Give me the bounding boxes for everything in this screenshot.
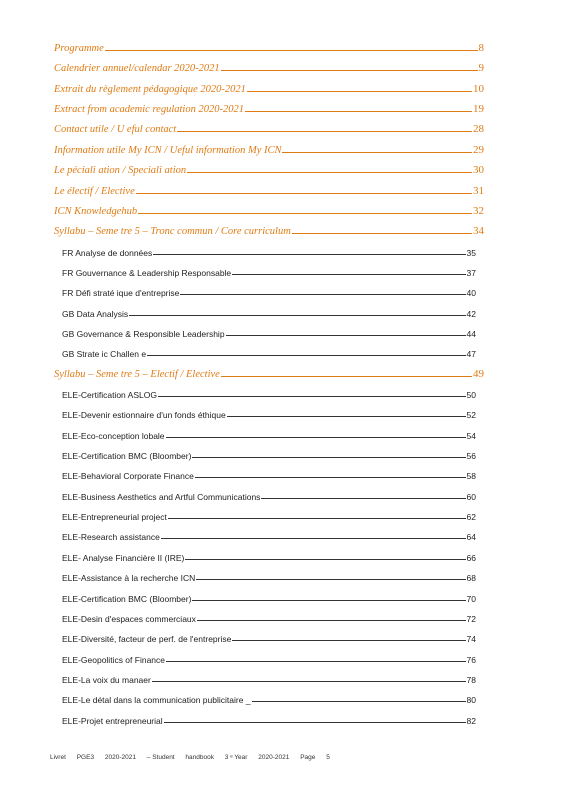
- toc-entry-page: 74: [466, 634, 476, 645]
- footer-academic-year: 2020-2021: [258, 754, 290, 761]
- footer-year-range: 2020-2021: [104, 754, 136, 761]
- toc-subentry[interactable]: [62, 506, 476, 522]
- toc-leader-line: [161, 538, 466, 539]
- toc-entry-label: ICN Knowledgehub: [54, 205, 138, 217]
- toc-subentry[interactable]: [62, 425, 476, 441]
- toc-entry-label: Syllabu – Seme tre 5 – Electif / Elective: [54, 368, 220, 380]
- toc-subentry[interactable]: [62, 710, 476, 726]
- toc-leader-line: [168, 518, 466, 519]
- toc-entry-label: Information utile My ICN / Ueful information My ICN: [54, 144, 282, 156]
- toc-entry-label: ELE-Projet entrepreneurial: [62, 715, 163, 726]
- toc-entry-label: Programme: [54, 43, 104, 54]
- toc-leader-line: [245, 111, 472, 112]
- toc-leader-line: [192, 457, 465, 458]
- toc-leader-line: [282, 152, 472, 153]
- toc-entry-label: ELE-Certification BMC (Bloomber): [62, 593, 192, 604]
- toc-entry-page: 58: [466, 471, 476, 482]
- toc-entry-label: ELE-Devenir estionnaire d'un fonds éthique: [62, 410, 226, 421]
- toc-entry-page: 64: [466, 532, 476, 543]
- toc-entry-label: Syllabu – Seme tre 5 – Tronc commun / Core curriculum: [54, 226, 291, 238]
- toc-entry-page: 62: [466, 512, 476, 523]
- footer-page-label: Page: [300, 754, 316, 761]
- toc-section-entry[interactable]: [54, 99, 484, 115]
- toc-leader-line: [221, 376, 472, 377]
- toc-entry-page: 80: [466, 695, 476, 706]
- footer-program: PGE3: [76, 754, 95, 761]
- toc-entry-page: 10: [473, 82, 484, 95]
- toc-section-entry[interactable]: [54, 364, 484, 380]
- toc-entry-label: FR Gouvernance & Leadership Responsable: [62, 267, 232, 278]
- toc-subentry[interactable]: [62, 384, 476, 400]
- footer-handbook: handbook: [185, 754, 214, 761]
- toc-section-entry[interactable]: [54, 181, 484, 197]
- toc-subentry[interactable]: [62, 404, 476, 420]
- toc-leader-line: [196, 579, 465, 580]
- toc-subentry[interactable]: [62, 588, 476, 604]
- toc-leader-line: [166, 437, 466, 438]
- toc-entry-label: GB Governance & Responsible Leadership: [62, 328, 225, 339]
- toc-leader-line: [180, 294, 465, 295]
- toc-leader-line: [221, 70, 478, 71]
- toc-entry-label: ELE- Analyse Financière II (IRE): [62, 552, 185, 563]
- toc-subentry[interactable]: [62, 465, 476, 481]
- toc-leader-line: [164, 722, 466, 723]
- footer-year-label: 3 ᵉ Year: [224, 754, 248, 761]
- toc-leader-line: [232, 274, 465, 275]
- toc-entry-label: ELE-Geopolitics of Finance: [62, 654, 165, 665]
- toc-subentry[interactable]: [62, 303, 476, 319]
- toc-subentry[interactable]: [62, 262, 476, 278]
- toc-subentry[interactable]: [62, 445, 476, 461]
- toc-entry-page: 29: [473, 143, 484, 156]
- toc-subentry[interactable]: [62, 669, 476, 685]
- toc-entry-page: 52: [466, 410, 476, 421]
- toc-entry-page: 44: [466, 328, 476, 339]
- toc-entry-label: Le péciali ation / Speciali ation: [54, 165, 187, 177]
- page-footer: [50, 754, 470, 766]
- toc-entry-page: 76: [466, 654, 476, 665]
- toc-section-entry[interactable]: [54, 140, 484, 156]
- toc-entry-page: 30: [473, 164, 484, 177]
- toc-entry-page: 54: [466, 430, 476, 441]
- toc-leader-line: [192, 600, 465, 601]
- toc-leader-line: [166, 661, 466, 662]
- toc-entry-page: 31: [473, 184, 484, 197]
- toc-entry-label: Calendrier annuel/calendar 2020-2021: [54, 63, 220, 75]
- toc-subentry[interactable]: [62, 547, 476, 563]
- toc-entry-label: FR Défi straté ique d'entreprise: [62, 288, 180, 299]
- toc-entry-label: Extract from academic regulation 2020-2021: [54, 104, 244, 116]
- toc-subentry[interactable]: [62, 649, 476, 665]
- toc-subentry[interactable]: [62, 526, 476, 542]
- toc-subentry[interactable]: [62, 343, 476, 359]
- toc-entry-page: 70: [466, 593, 476, 604]
- toc-leader-line: [136, 193, 472, 194]
- toc-leader-line: [227, 416, 466, 417]
- toc-entry-label: ELE-Assistance à la recherche ICN: [62, 573, 196, 584]
- toc-entry-page: 19: [473, 103, 484, 116]
- toc-subentry[interactable]: [62, 608, 476, 624]
- toc-entry-label: ELE-Le détal dans la communication publicitaire _: [62, 695, 251, 706]
- toc-subentry[interactable]: [62, 282, 476, 298]
- toc-entry-page: 66: [466, 552, 476, 563]
- toc-leader-line: [185, 559, 465, 560]
- toc-entry-page: 35: [466, 247, 476, 258]
- toc-section-entry[interactable]: [54, 160, 484, 176]
- toc-entry-page: 50: [466, 390, 476, 400]
- toc-entry-label: Extrait du règlement pédagogique 2020-2021: [54, 83, 246, 95]
- toc-entry-label: ELE-Business Aesthetics and Artful Communications: [62, 491, 261, 502]
- toc-entry-page: 42: [466, 308, 476, 319]
- toc-entry-page: 34: [473, 225, 484, 238]
- toc-subentry[interactable]: [62, 242, 476, 258]
- toc-entry-label: ELE-Research assistance: [62, 532, 160, 543]
- toc-leader-line: [247, 91, 472, 92]
- toc-entry-page: 78: [466, 674, 476, 685]
- toc-entry-page: 56: [466, 451, 476, 461]
- toc-leader-line: [261, 498, 465, 499]
- toc-leader-line: [195, 477, 466, 478]
- toc-entry-page: 68: [466, 573, 476, 584]
- toc-leader-line: [187, 172, 472, 173]
- toc-entry-page: 40: [466, 288, 476, 299]
- toc-entry-page: 72: [466, 613, 476, 624]
- toc-entry-label: ELE-Certification BMC (Bloomber): [62, 451, 192, 461]
- toc-section-entry[interactable]: [54, 119, 484, 135]
- toc-leader-line: [129, 315, 465, 316]
- toc-entry-label: Le électif / Elective: [54, 185, 135, 197]
- toc-subentry[interactable]: [62, 628, 476, 644]
- toc-entry-label: GB Strate ic Challen e: [62, 349, 147, 360]
- toc-leader-line: [252, 701, 466, 702]
- toc-leader-line: [152, 681, 466, 682]
- toc-section-entry[interactable]: [54, 221, 484, 237]
- toc-subentry[interactable]: [62, 486, 476, 502]
- toc-entry-label: ELE-Entrepreneurial project: [62, 512, 167, 523]
- toc-entry-label: ELE-Certification ASLOG: [62, 390, 157, 400]
- toc-section-entry[interactable]: [54, 79, 484, 95]
- toc-entry-label: ELE-Eco-conception lobale: [62, 430, 165, 441]
- toc-entry-page: 8: [478, 42, 484, 54]
- toc-section-entry[interactable]: [54, 201, 484, 217]
- toc-entry-page: 49: [473, 367, 484, 380]
- toc-leader-line: [153, 254, 465, 255]
- toc-leader-line: [147, 355, 465, 356]
- toc-entry-page: 9: [478, 62, 484, 75]
- toc-entry-label: ELE-Diversité, facteur de perf. de l'entreprise: [62, 634, 232, 645]
- toc-subentry[interactable]: [62, 689, 476, 705]
- toc-leader-line: [177, 131, 472, 132]
- toc-entry-label: ELE-Desin d'espaces commerciaux: [62, 613, 196, 624]
- footer-subtitle: – Student: [146, 754, 175, 761]
- toc-entry-page: 60: [466, 491, 476, 502]
- toc-entry-label: Contact utile / U eful contact: [54, 124, 177, 136]
- toc-entry-page: 47: [466, 349, 476, 360]
- toc-leader-line: [292, 233, 472, 234]
- toc-entry-label: ELE-Behavioral Corporate Finance: [62, 471, 194, 482]
- toc-leader-line: [105, 50, 478, 51]
- toc-subentry[interactable]: [62, 567, 476, 583]
- toc-entry-label: ELE-La voix du manaer: [62, 674, 151, 685]
- toc-entry-page: 82: [466, 715, 476, 726]
- toc-section-entry[interactable]: [54, 38, 484, 54]
- toc-entry-label: GB Data Analysis: [62, 308, 129, 319]
- toc-subentry[interactable]: [62, 323, 476, 339]
- toc-entry-page: 37: [466, 267, 476, 278]
- footer-doc: Livret: [50, 754, 66, 761]
- toc-entry-page: 28: [473, 123, 484, 136]
- footer-page-number: 5: [326, 754, 330, 761]
- toc-leader-line: [232, 640, 465, 641]
- toc-leader-line: [197, 620, 466, 621]
- toc-entry-page: 32: [473, 204, 484, 217]
- toc-entry-label: FR Analyse de données: [62, 247, 153, 258]
- toc-leader-line: [138, 213, 472, 214]
- toc-section-entry[interactable]: [54, 58, 484, 74]
- toc-leader-line: [158, 396, 466, 397]
- toc-leader-line: [226, 335, 466, 336]
